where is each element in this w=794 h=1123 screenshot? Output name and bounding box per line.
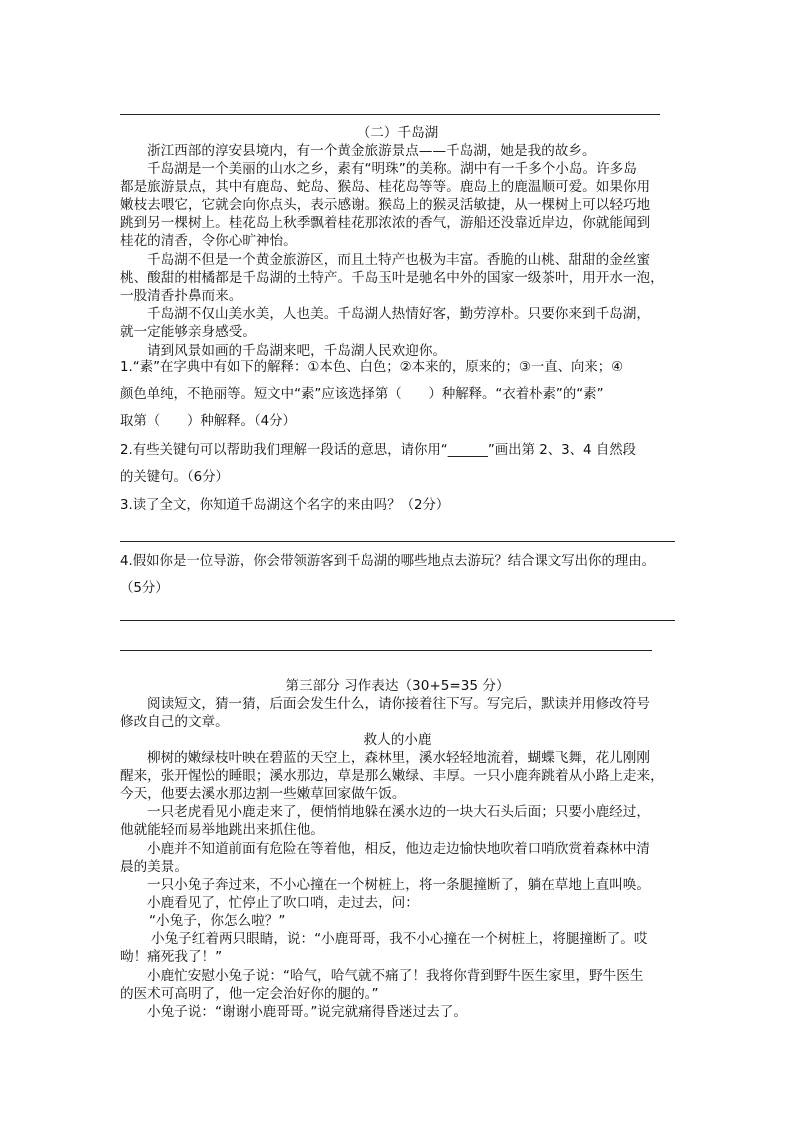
- question-4-line: 4.假如你是一位导游，你会带领游客到千岛湖的哪些地点去游玩？结合课文写出你的理由。: [120, 554, 656, 569]
- paragraph-line: 就一定能够亲身感受。: [120, 324, 256, 340]
- question-3-line: 3.读了全文，你知道千岛湖这个名字的来由吗？（2分）: [120, 498, 450, 513]
- paragraph-line: 嫩枝去喂它，它就会向你点头，表示感谢。猴岛上的猴灵活敏捷，从一棵树上可以轻巧地: [120, 197, 651, 213]
- story-title: 救人的小鹿: [363, 732, 432, 748]
- answer-line: [120, 620, 675, 621]
- top-rule: [120, 114, 660, 115]
- question-1-line: 取第（ ）种解释。（4分）: [120, 414, 296, 429]
- paragraph-line: 阅读短文，猜一猜，后面会发生什么，请你接着往下写。写完后，默读并用修改符号: [147, 696, 650, 712]
- question-4-line: （5分）: [120, 581, 169, 596]
- paragraph-line: 一只小兔子奔过来，不小心撞在一个树桩上，将一条腿撞断了，躺在草地上直叫唤。: [147, 877, 650, 893]
- paragraph-line: 小鹿并不知道前面有危险在等着他，相反，他边走边愉快地吹着口哨欣赏着森林中清: [147, 841, 650, 857]
- answer-line: [120, 541, 675, 542]
- question-1-line: 1.“素”在字典中有如下的解释：①本色、白色；②本来的，原来的；③一直、向来；④: [120, 360, 624, 375]
- paragraph-line: 晨的美景。: [120, 859, 188, 875]
- paragraph-line: 桂花的清香，令你心旷神怡。: [120, 233, 297, 249]
- question-1-line: 颜色单纯，不艳丽等。短文中“素”应该选择第（ ）种解释。“衣着朴素”的“素”: [120, 387, 604, 402]
- question-2-line: 2.有些关键句可以帮助我们理解一段话的意思，请你用“______”画出第 2、3、4 自然段: [120, 443, 637, 458]
- paragraph-line: 的医术可高明了，他一定会治好你的腿的。”: [120, 986, 379, 1002]
- paragraph-line: 浙江西部的淳安县境内，有一个黄金旅游景点——千岛湖，她是我的故乡。: [147, 143, 596, 159]
- paragraph-line: 一只老虎看见小鹿走来了，便悄悄地躲在溪水边的一块大石头后面；只要小鹿经过，: [147, 804, 650, 820]
- paragraph-line: 都是旅游景点，其中有鹿岛、蛇岛、猴岛、桂花岛等等。鹿岛上的鹿温顺可爱。如果你用: [120, 179, 651, 195]
- paragraph-line: 他就能轻而易举地跳出来抓住他。: [120, 822, 324, 838]
- paragraph-line: 桃、酸甜的柑橘都是千岛湖的土特产。千岛玉叶是驰名中外的国家一级茶叶，用开水一泡，: [120, 270, 664, 286]
- paragraph-line: 小兔子说：“谢谢小鹿哥哥。”说完就痛得昏迷过去了。: [147, 1004, 467, 1020]
- section-title: （二）千岛湖: [356, 125, 439, 141]
- paragraph-line: “小兔子，你怎么啦？”: [149, 913, 286, 929]
- paragraph-line: 千岛湖不仅山美水美，人也美。千岛湖人热情好客，勤劳淳朴。只要你来到千岛湖，: [147, 306, 650, 322]
- paragraph-line: 醒来，张开惺忪的睡眼；溪水那边，草是那么嫩绿、丰厚。一只小鹿奔跳着从小路上走来，: [120, 768, 664, 784]
- paragraph-line: 一股清香扑鼻而来。: [120, 288, 243, 304]
- paragraph-line: 小鹿看见了，忙停止了吹口哨，走过去，问：: [147, 895, 419, 911]
- question-2-line: 的关键句。（6分）: [120, 470, 229, 485]
- answer-line: [120, 650, 652, 651]
- paragraph-line: 小兔子红着两只眼睛，说：“小鹿哥哥，我不小心撞在一个树桩上，将腿撞断了。哎: [151, 931, 648, 947]
- paragraph-line: 请到风景如画的千岛湖来吧，千岛湖人民欢迎你。: [147, 343, 447, 359]
- paragraph-line: 小鹿忙安慰小兔子说：“哈气，哈气就不痛了！我将你背到野牛医生家里，野牛医生: [147, 968, 644, 984]
- paragraph-line: 呦！痛死我了！”: [120, 949, 223, 965]
- paragraph-line: 修改自己的文章。: [120, 714, 229, 730]
- paragraph-line: 今天，他要去溪水那边割一些嫩草回家做午饭。: [120, 786, 406, 802]
- section-title: 第三部分 习作表达（30+5=35 分）: [285, 678, 510, 694]
- paragraph-line: 千岛湖不但是一个黄金旅游区，而且土特产也极为丰富。香脆的山桃、甜甜的金丝蜜: [147, 252, 650, 268]
- paragraph-line: 柳树的嫩绿枝叶映在碧蓝的天空上，森林里，溪水轻轻地流着，蝴蝶飞舞，花儿刚刚: [147, 750, 650, 766]
- paragraph-line: 千岛湖是一个美丽的山水之乡，素有“明珠”的美称。湖中有一千多个小岛。许多岛: [147, 161, 637, 177]
- paragraph-line: 跳到另一棵树上。桂花岛上秋季飘着桂花那浓浓的香气，游船还没靠近岸边，你就能闻到: [120, 215, 651, 231]
